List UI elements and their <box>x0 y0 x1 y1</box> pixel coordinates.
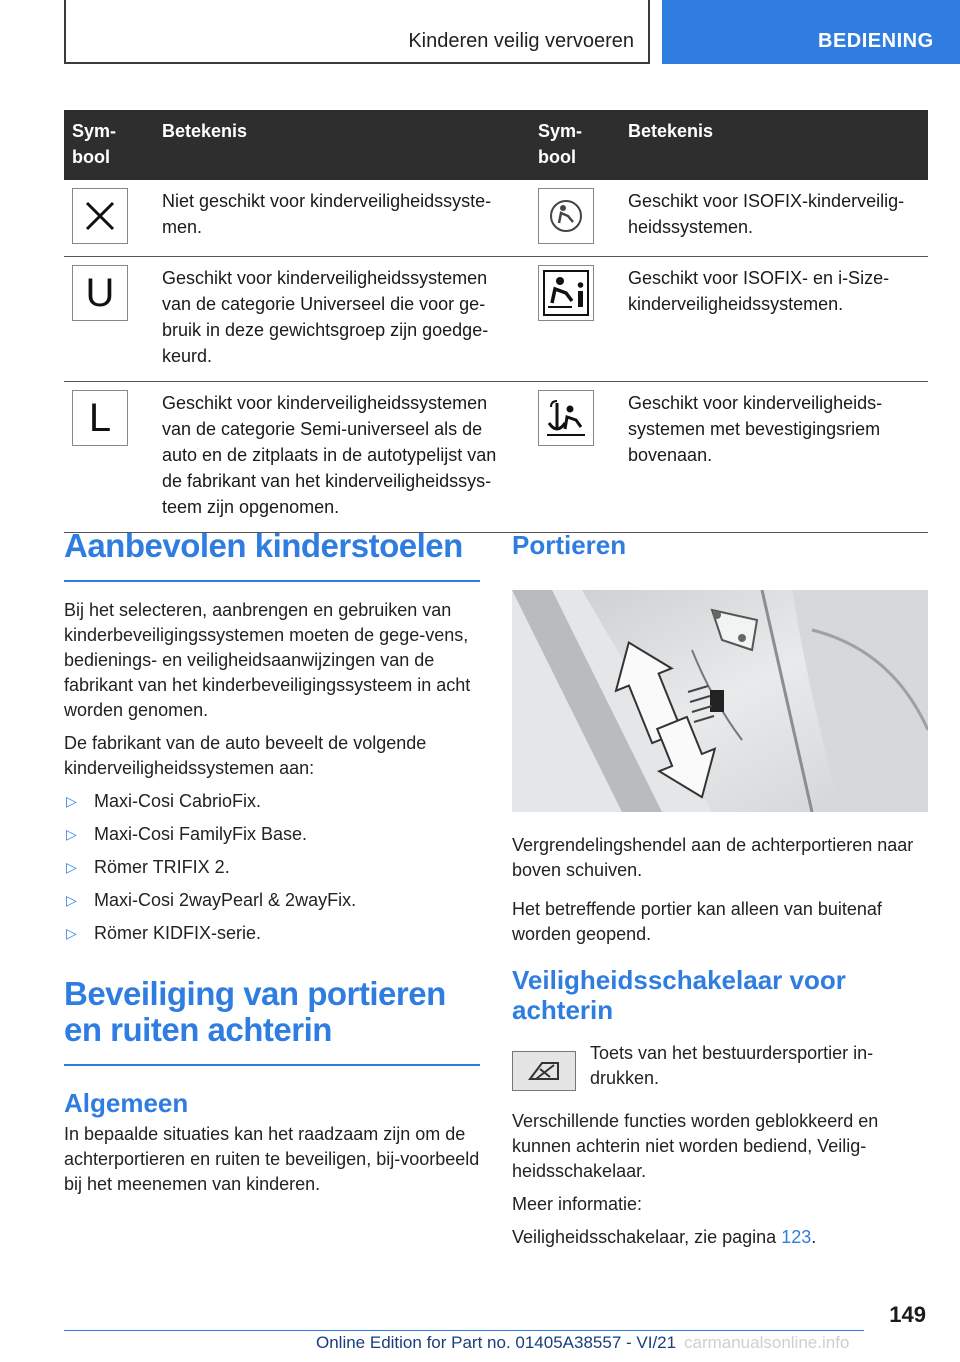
heading-rule <box>64 580 480 582</box>
meaning-cell: Niet geschikt voor kinderveiligheidssyste- men. <box>154 180 530 257</box>
safety-switch-key-row <box>512 1041 932 1091</box>
heading-doors: Portieren <box>512 530 627 560</box>
left-column <box>64 528 482 1205</box>
list-item <box>64 789 482 814</box>
page-number: 149 <box>889 1302 926 1327</box>
door-lock-lever-photo <box>512 590 928 812</box>
paragraph: De fabrikant van de auto beveelt de volgende kinderveiligheidssystemen aan: <box>64 733 427 778</box>
table-row <box>64 180 928 257</box>
heading-safety-switch: Veiligheidsschakelaar voor achterin <box>512 965 846 1025</box>
table-row <box>64 382 928 533</box>
header-meaning-1: Betekenis <box>154 110 530 180</box>
symbol-cell <box>64 180 154 257</box>
bullet-triangle-icon: ▷ <box>66 826 77 842</box>
symbol-cell <box>530 180 620 257</box>
header-symbol-2: Sym- bool <box>530 110 620 180</box>
isofix-seat-icon <box>538 188 594 244</box>
meaning-cell: Geschikt voor kinderveiligheidssystemen van de categorie Universeel die voor ge- bruik in deze gewichtsgroep zijn goedge- keurd. <box>154 257 530 382</box>
header-chapter-tab <box>662 0 960 64</box>
header-section-title: Kinderen veilig vervoeren <box>408 30 634 52</box>
list-item <box>64 822 482 847</box>
window-lock-button-icon <box>512 1051 576 1091</box>
heading-door-security: Beveiliging van portieren en ruiten achterin <box>64 975 446 1048</box>
universal-u-icon <box>72 265 128 321</box>
symbol-letter: U <box>85 271 115 315</box>
table-row <box>64 257 928 382</box>
top-tether-icon <box>538 390 594 446</box>
right-column <box>512 528 932 1258</box>
reference-text: Veiligheidsschakelaar, zie pagina <box>512 1227 782 1247</box>
heading-general: Algemeen <box>64 1088 189 1118</box>
bullet-triangle-icon: ▷ <box>66 859 77 875</box>
footer-rule <box>64 1330 864 1331</box>
meaning-cell: Geschikt voor kinderveiligheidssystemen van de categorie Semi-universeel als de auto en de zitplaats in de autotypelijst van de fabrikant van het kinderveiligheidssys- teem zijn opgenomen. <box>154 382 530 533</box>
list-item-text: Römer TRIFIX 2. <box>94 857 230 877</box>
semi-universal-l-icon <box>72 390 128 446</box>
header-meaning-2: Betekenis <box>620 110 928 180</box>
table-header-row <box>64 110 928 180</box>
cross-icon <box>72 188 128 244</box>
paragraph: Vergrendelingshendel aan de achterportieren naar boven schuiven. <box>512 835 914 880</box>
list-item-text: Maxi-Cosi FamilyFix Base. <box>94 824 308 844</box>
meaning-cell: Geschikt voor ISOFIX- en i-Size- kinderveiligheidssystemen. <box>620 257 928 382</box>
bullet-triangle-icon: ▷ <box>66 892 77 908</box>
list-item <box>64 855 482 880</box>
paragraph: Het betreffende portier kan alleen van buitenaf worden geopend. <box>512 899 882 944</box>
symbol-cell <box>530 257 620 382</box>
header-symbol-1: Sym- bool <box>64 110 154 180</box>
list-item <box>64 921 482 946</box>
meaning-cell: Geschikt voor kinderveiligheids- systemen met bevestigingsriem bovenaan. <box>620 382 928 533</box>
header-section-box <box>64 0 650 64</box>
watermark: carmanualsonline.info <box>684 1333 850 1352</box>
heading-rule <box>64 1064 480 1066</box>
recommended-seats-list <box>64 789 482 946</box>
header-chapter-title: BEDIENING <box>818 30 934 52</box>
footer-edition: Online Edition for Part no. 01405A38557 - VI/21 <box>316 1333 677 1352</box>
paragraph-reference <box>512 1225 932 1250</box>
symbol-letter: L <box>88 396 112 440</box>
page-link-123[interactable]: 123 <box>781 1227 812 1247</box>
symbol-cell <box>64 257 154 382</box>
symbol-cell <box>530 382 620 533</box>
isize-seat-icon <box>538 265 594 321</box>
list-item-text: Maxi-Cosi 2wayPearl & 2wayFix. <box>94 890 357 910</box>
paragraph: In bepaalde situaties kan het raadzaam zijn om de achterportieren en ruiten te beveiligen, bij-voorbeeld bij het meenemen van kinderen. <box>64 1124 480 1194</box>
meaning-cell: Geschikt voor ISOFIX-kinderveilig- heidssystemen. <box>620 180 928 257</box>
list-item-text: Römer KIDFIX-serie. <box>94 923 262 943</box>
list-item-text: Maxi-Cosi CabrioFix. <box>94 791 262 811</box>
bullet-triangle-icon: ▷ <box>66 925 77 941</box>
reference-end: . <box>811 1227 817 1247</box>
symbol-table <box>64 110 928 533</box>
key-instruction: Toets van het bestuurdersportier in-drukken. <box>590 1043 874 1088</box>
bullet-triangle-icon: ▷ <box>66 793 77 809</box>
paragraph: Verschillende functies worden geblokkeerd en kunnen achterin niet worden bediend, Veilig-heidsschakelaar. <box>512 1111 879 1181</box>
heading-recommended-seats: Aanbevolen kinderstoelen <box>64 527 463 564</box>
symbol-cell <box>64 382 154 533</box>
paragraph: Bij het selecteren, aanbrengen en gebruiken van kinderbeveiligingssystemen moeten de gege-vens, bedienings- en veiligheidsaanwijzingen van de fabrikant van het kinderbeveiligingssysteem in acht worden genomen. <box>64 600 471 720</box>
list-item <box>64 888 482 913</box>
paragraph: Meer informatie: <box>512 1194 643 1214</box>
